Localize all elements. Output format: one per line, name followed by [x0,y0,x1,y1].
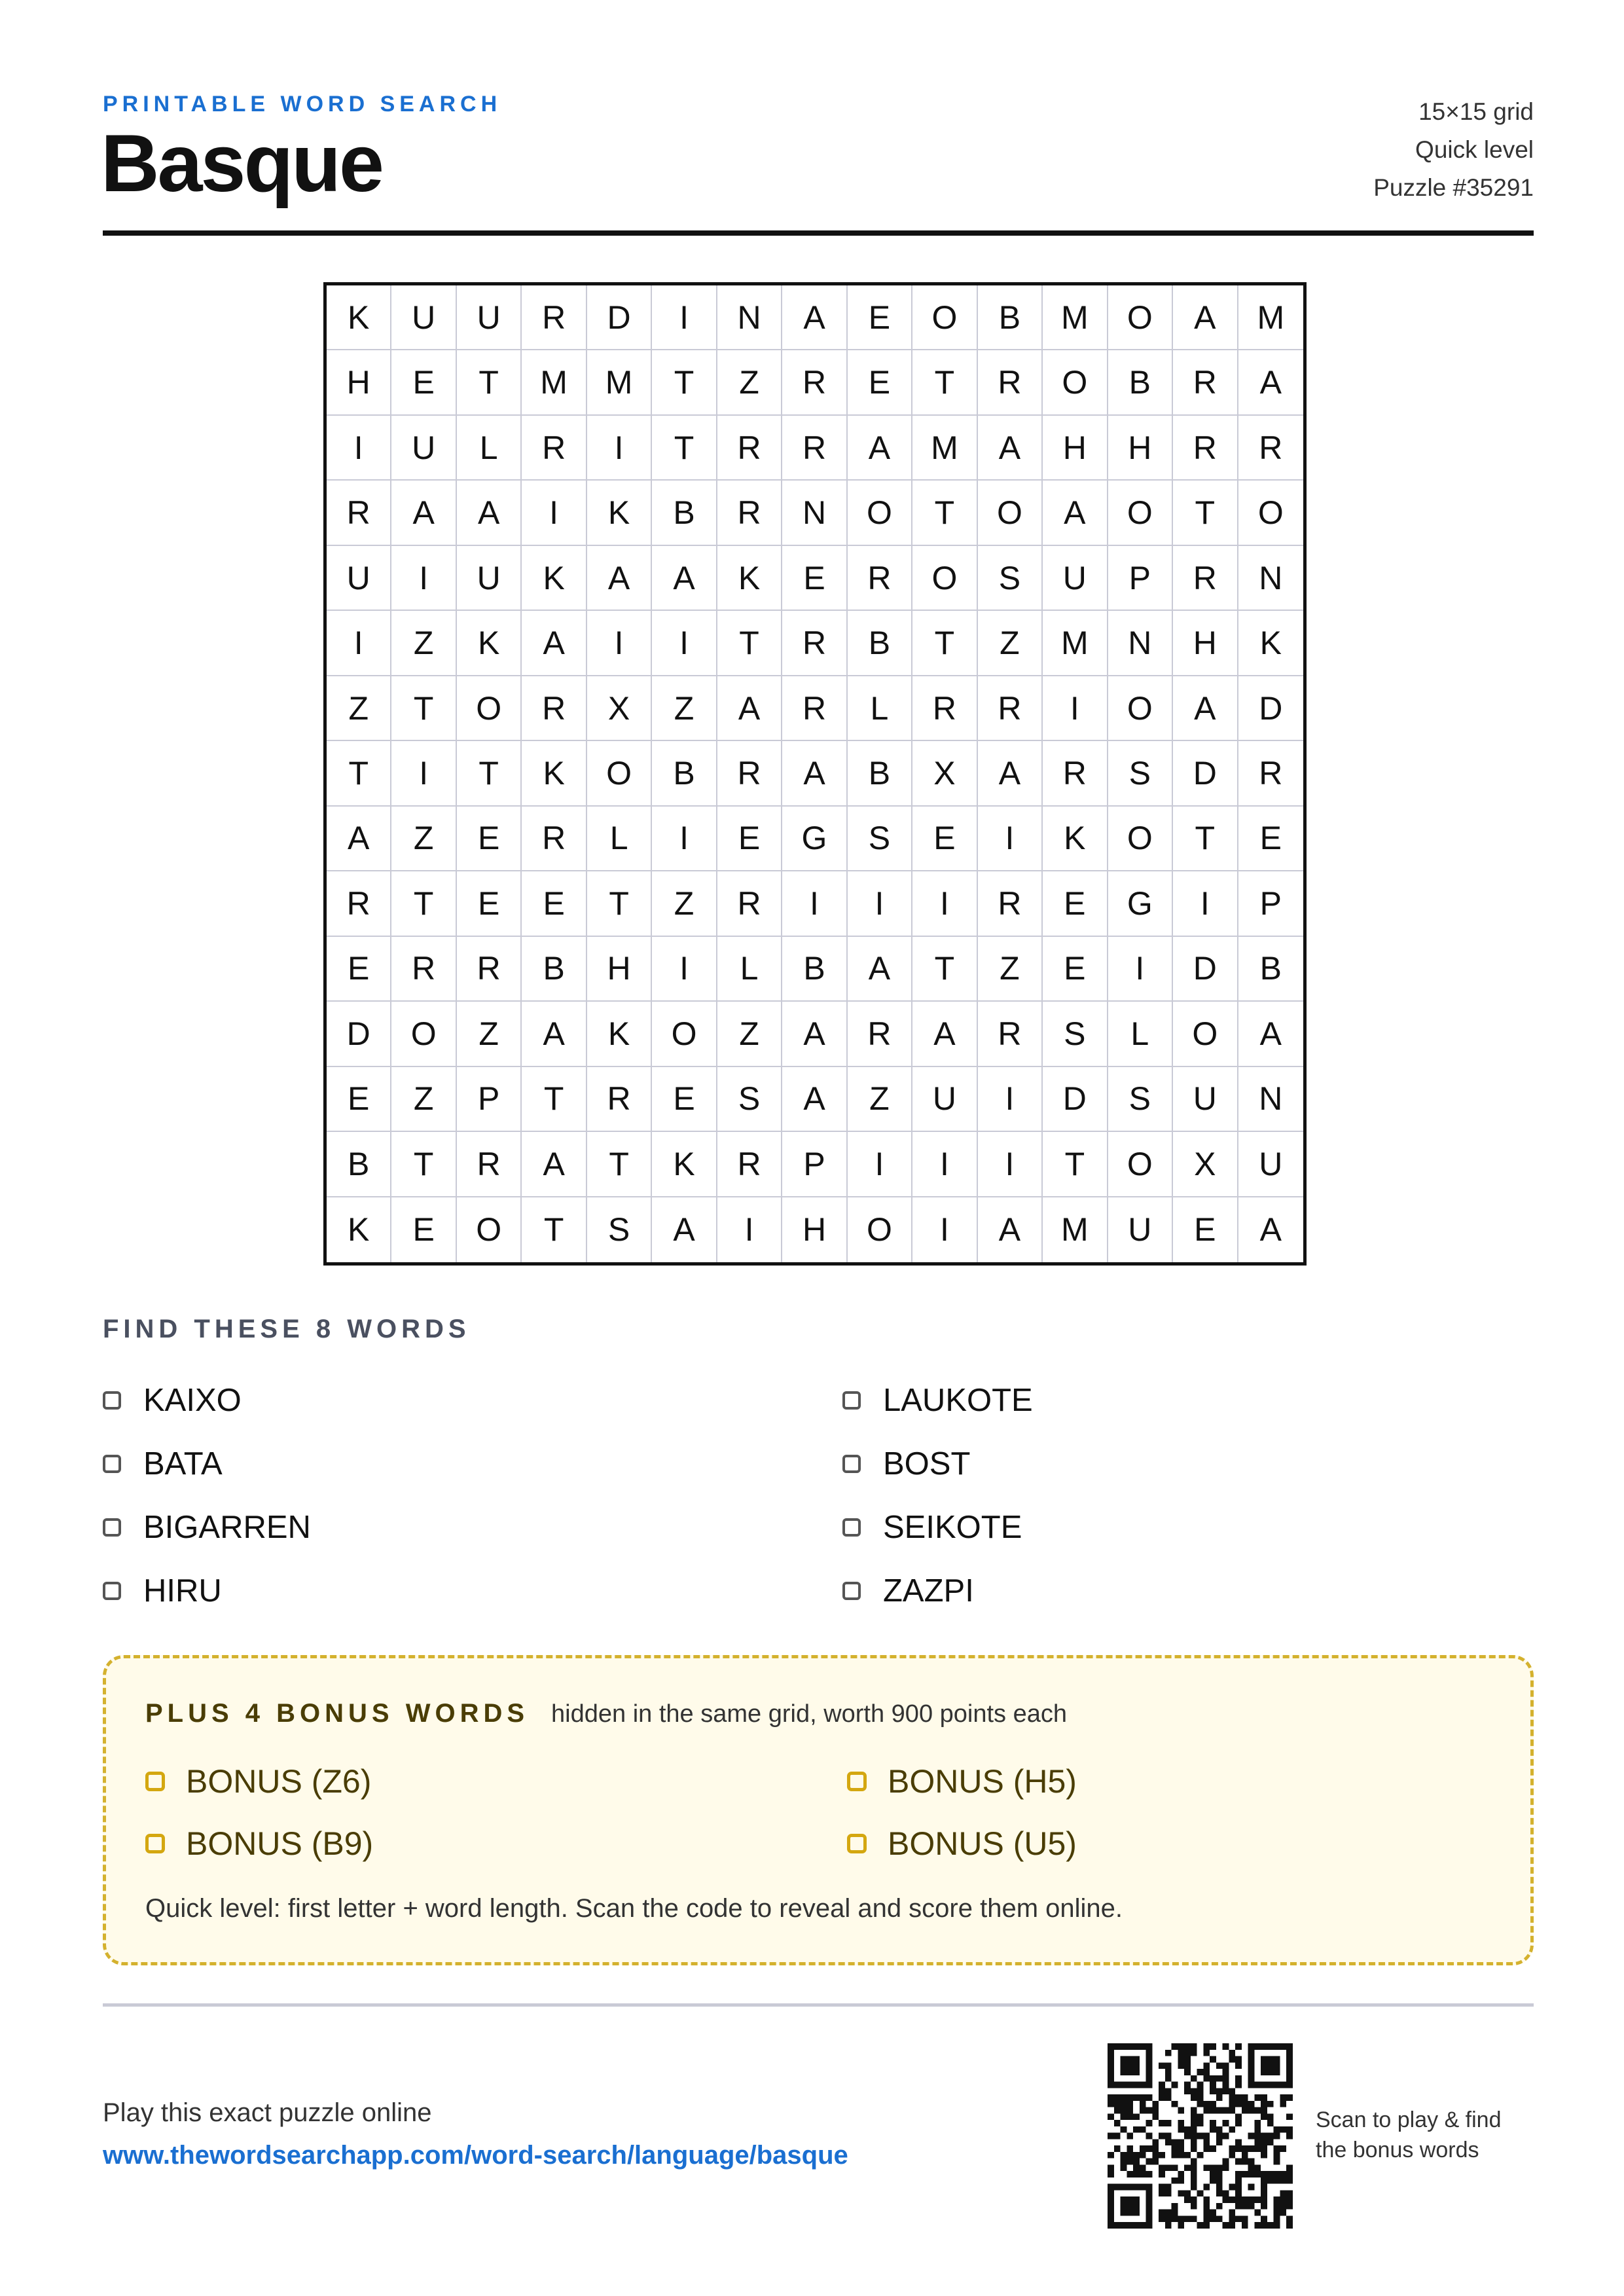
grid-cell[interactable]: B [848,611,912,676]
word-item[interactable] [103,1495,842,1559]
grid-cell[interactable]: R [522,807,586,871]
grid-cell[interactable]: O [978,481,1043,545]
grid-cell[interactable]: E [1043,871,1108,936]
grid-cell[interactable]: T [391,676,456,741]
grid-cell[interactable]: I [848,1132,912,1197]
bonus-checkbox[interactable] [847,1834,867,1853]
grid-cell[interactable]: A [978,741,1043,806]
grid-cell[interactable]: A [652,1197,717,1262]
bonus-heading: PLUS 4 BONUS WORDS [145,1699,530,1728]
grid-cell[interactable]: R [391,937,456,1002]
grid-cell[interactable]: R [912,676,977,741]
grid-cell[interactable]: A [457,481,522,545]
grid-cell[interactable]: D [327,1002,391,1066]
grid-cell[interactable]: Z [391,611,456,676]
grid-cell[interactable]: I [652,611,717,676]
grid-cell[interactable]: B [978,285,1043,350]
puzzle-number: Puzzle #35291 [1373,174,1534,201]
grid-cell[interactable]: U [1173,1067,1238,1132]
word-item[interactable] [842,1559,1534,1622]
grid-cell[interactable]: T [1173,481,1238,545]
grid-cell[interactable]: I [912,1132,977,1197]
grid-cell[interactable]: D [587,285,652,350]
word-label: HIRU [143,1573,222,1609]
grid-cell[interactable]: I [652,285,717,350]
grid-cell[interactable]: R [457,1132,522,1197]
bonus-word-list [145,1750,1498,1874]
word-item[interactable] [842,1432,1534,1495]
grid-cell[interactable]: R [717,416,782,481]
grid-cell[interactable]: K [522,546,586,611]
grid-cell[interactable]: I [652,937,717,1002]
grid-cell[interactable]: N [717,285,782,350]
grid-cell[interactable]: I [327,416,391,481]
word-item[interactable] [103,1432,842,1495]
word-label: BATA [143,1446,223,1482]
grid-cell[interactable]: S [1108,1067,1173,1132]
grid-cell[interactable]: I [912,871,977,936]
grid-cell[interactable]: A [327,807,391,871]
grid-cell[interactable]: U [1108,1197,1173,1262]
grid-cell[interactable]: A [1238,1002,1303,1066]
grid-cell[interactable]: R [327,481,391,545]
bonus-checkbox[interactable] [145,1834,165,1853]
grid-cell[interactable]: U [1043,546,1108,611]
word-label: SEIKOTE [883,1509,1022,1545]
word-checkbox[interactable] [103,1582,121,1600]
eyebrow-label: PRINTABLE WORD SEARCH [103,92,502,117]
grid-cell[interactable]: S [848,807,912,871]
word-checkbox[interactable] [103,1518,121,1537]
grid-cell[interactable]: D [1173,937,1238,1002]
grid-cell[interactable]: R [1173,546,1238,611]
bonus-panel [103,1655,1534,1965]
grid-cell[interactable]: L [457,416,522,481]
grid-cell[interactable]: Z [717,1002,782,1066]
grid-cell[interactable]: I [391,741,456,806]
grid-cell[interactable]: A [1173,285,1238,350]
grid-cell[interactable]: K [522,741,586,806]
grid-cell[interactable]: R [1043,741,1108,806]
grid-cell[interactable]: I [717,1197,782,1262]
grid-cell[interactable]: R [782,350,847,415]
grid-cell[interactable]: A [587,546,652,611]
grid-cell[interactable]: K [1238,611,1303,676]
grid-cell[interactable]: H [782,1197,847,1262]
grid-cell[interactable]: K [652,1132,717,1197]
page-title: Basque [101,118,382,209]
word-item[interactable] [842,1368,1534,1432]
grid-cell[interactable]: A [782,1067,847,1132]
grid-cell[interactable]: T [717,611,782,676]
grid-cell[interactable]: M [1043,285,1108,350]
grid-cell[interactable]: B [327,1132,391,1197]
grid-cell[interactable]: H [1043,416,1108,481]
grid-cell[interactable]: I [391,546,456,611]
grid-cell[interactable]: G [782,807,847,871]
grid-cell[interactable]: O [587,741,652,806]
grid-cell[interactable]: R [717,871,782,936]
grid-cell[interactable]: T [457,741,522,806]
grid-cell[interactable]: R [522,285,586,350]
grid-cell[interactable]: U [912,1067,977,1132]
grid-cell[interactable]: D [1173,741,1238,806]
grid-cell[interactable]: R [848,546,912,611]
grid-cell[interactable]: R [522,676,586,741]
word-checkbox[interactable] [842,1455,861,1473]
grid-cell[interactable]: B [1238,937,1303,1002]
grid-cell[interactable]: I [978,1067,1043,1132]
grid-cell[interactable]: T [1043,1132,1108,1197]
grid-cell[interactable]: S [978,546,1043,611]
play-online-label: Play this exact puzzle online [103,2098,432,2127]
grid-cell[interactable]: N [1238,1067,1303,1132]
grid-cell[interactable]: R [717,1132,782,1197]
grid-cell[interactable]: P [457,1067,522,1132]
grid-cell[interactable]: M [1238,285,1303,350]
bonus-word-item[interactable] [145,1812,847,1874]
grid-cell[interactable]: S [587,1197,652,1262]
grid-cell[interactable]: A [782,285,847,350]
grid-cell[interactable]: R [978,676,1043,741]
grid-cell[interactable]: I [912,1197,977,1262]
qr-caption-line-2: the bonus words [1316,2138,1479,2162]
grid-cell[interactable]: O [1108,807,1173,871]
word-checkbox[interactable] [103,1455,121,1473]
grid-cell[interactable]: E [522,871,586,936]
grid-cell[interactable]: A [652,546,717,611]
grid-cell[interactable]: R [848,1002,912,1066]
grid-cell[interactable]: L [1108,1002,1173,1066]
grid-cell[interactable]: I [652,807,717,871]
grid-cell[interactable]: E [1043,937,1108,1002]
grid-cell[interactable]: B [652,741,717,806]
grid-cell[interactable]: R [782,676,847,741]
grid-cell[interactable]: I [1043,676,1108,741]
grid-cell[interactable]: Z [327,676,391,741]
header-divider [103,230,1534,236]
bonus-checkbox[interactable] [847,1772,867,1791]
grid-cell[interactable]: Z [848,1067,912,1132]
grid-cell[interactable]: E [848,350,912,415]
grid-cell[interactable]: A [1043,481,1108,545]
grid-cell[interactable]: B [652,481,717,545]
grid-cell[interactable]: R [327,871,391,936]
grid-cell[interactable]: I [327,611,391,676]
grid-cell[interactable]: B [1108,350,1173,415]
grid-cell[interactable]: U [391,416,456,481]
grid-cell[interactable]: E [457,807,522,871]
grid-cell[interactable]: A [522,1132,586,1197]
grid-cell[interactable]: T [327,741,391,806]
grid-cell[interactable]: Z [978,937,1043,1002]
word-item[interactable] [103,1559,842,1622]
word-label: LAUKOTE [883,1382,1033,1418]
grid-cell[interactable]: B [782,937,847,1002]
grid-cell[interactable]: Z [457,1002,522,1066]
grid-cell[interactable]: E [848,285,912,350]
footer-divider [103,2003,1534,2007]
grid-cell[interactable]: M [587,350,652,415]
grid-cell[interactable]: K [1043,807,1108,871]
grid-cell[interactable]: M [1043,611,1108,676]
grid-cell[interactable]: A [1173,676,1238,741]
grid-cell[interactable]: A [978,1197,1043,1262]
grid-cell[interactable]: T [391,1132,456,1197]
grid-cell[interactable]: O [1238,481,1303,545]
grid-cell[interactable]: I [782,871,847,936]
grid-cell[interactable]: M [522,350,586,415]
word-label: BOST [883,1446,971,1482]
grid-cell[interactable]: Z [391,807,456,871]
grid-cell[interactable]: I [978,1132,1043,1197]
grid-cell[interactable]: Z [652,871,717,936]
word-item[interactable] [842,1495,1534,1559]
grid-cell[interactable]: K [587,1002,652,1066]
grid-cell[interactable]: R [522,416,586,481]
grid-cell[interactable]: O [912,285,977,350]
grid-cell[interactable]: K [717,546,782,611]
grid-cell[interactable]: N [1108,611,1173,676]
grid-cell[interactable]: O [1108,285,1173,350]
grid-cell[interactable]: O [457,1197,522,1262]
grid-cell[interactable]: L [848,676,912,741]
grid-cell[interactable]: R [1238,416,1303,481]
grid-cell[interactable]: A [391,481,456,545]
grid-cell[interactable]: R [782,611,847,676]
word-item[interactable] [103,1368,842,1432]
grid-cell[interactable]: P [1238,871,1303,936]
grid-cell[interactable]: T [912,481,977,545]
grid-cell[interactable]: H [587,937,652,1002]
grid-cell[interactable]: E [717,807,782,871]
grid-cell[interactable]: T [522,1067,586,1132]
grid-cell[interactable]: O [1108,676,1173,741]
grid-cell[interactable]: K [457,611,522,676]
grid-cell[interactable]: Z [978,611,1043,676]
grid-cell[interactable]: U [327,546,391,611]
grid-cell[interactable]: G [1108,871,1173,936]
bonus-checkbox[interactable] [145,1772,165,1791]
grid-cell[interactable]: D [1043,1067,1108,1132]
grid-cell[interactable]: T [912,350,977,415]
grid-cell[interactable]: R [978,1002,1043,1066]
qr-caption [1316,2105,1502,2165]
bonus-word-label: BONUS (B9) [186,1825,374,1862]
grid-cell[interactable]: R [1173,350,1238,415]
grid-cell[interactable]: O [848,481,912,545]
letter-grid[interactable] [323,282,1307,1266]
grid-cell[interactable]: O [391,1002,456,1066]
grid-cell[interactable]: E [1238,807,1303,871]
grid-cell[interactable]: U [457,285,522,350]
bonus-word-label: BONUS (H5) [888,1762,1077,1800]
grid-cell[interactable]: R [717,481,782,545]
puzzle-url-link[interactable]: www.thewordsearchapp.com/word-search/language/basque [103,2141,848,2170]
grid-cell[interactable]: O [1173,1002,1238,1066]
grid-cell[interactable]: I [522,481,586,545]
grid-cell[interactable]: K [327,1197,391,1262]
bonus-word-item[interactable] [847,1812,1498,1874]
find-words-heading: FIND THESE 8 WORDS [103,1315,471,1343]
grid-size: 15×15 grid [1418,98,1534,125]
grid-cell[interactable]: P [1108,546,1173,611]
grid-cell[interactable]: T [652,350,717,415]
word-checkbox[interactable] [842,1582,861,1600]
grid-cell[interactable]: E [327,1067,391,1132]
word-checkbox[interactable] [103,1391,121,1410]
grid-cell[interactable]: I [978,807,1043,871]
grid-cell[interactable]: S [1043,1002,1108,1066]
grid-cell[interactable]: O [912,546,977,611]
grid-cell[interactable]: H [1173,611,1238,676]
grid-cell[interactable]: A [848,937,912,1002]
grid-cell[interactable]: Z [717,350,782,415]
grid-cell[interactable]: B [522,937,586,1002]
grid-cell[interactable]: I [1173,871,1238,936]
bonus-subtitle: hidden in the same grid, worth 900 points each [551,1700,1067,1728]
grid-cell[interactable]: H [327,350,391,415]
grid-cell[interactable]: A [1259,1211,1282,1248]
grid-cell[interactable]: I [1108,937,1173,1002]
grid-cell[interactable]: I [587,611,652,676]
grid-cell[interactable]: X [587,676,652,741]
grid-cell[interactable]: A [717,676,782,741]
word-label: KAIXO [143,1382,242,1418]
qr-code[interactable] [1108,2043,1293,2229]
grid-cell[interactable]: U [391,285,456,350]
grid-cell[interactable]: R [1238,741,1303,806]
grid-cell[interactable]: O [1108,1132,1173,1197]
grid-cell[interactable]: H [1108,416,1173,481]
qr-caption-line-1: Scan to play & find [1316,2107,1502,2132]
grid-cell[interactable]: A [782,741,847,806]
grid-cell[interactable]: L [587,807,652,871]
bonus-word-label: BONUS (U5) [888,1825,1077,1862]
bonus-word-item[interactable] [145,1750,847,1812]
grid-cell[interactable]: O [848,1197,912,1262]
grid-cell[interactable]: X [912,741,977,806]
grid-cell[interactable]: A [912,1002,977,1066]
grid-cell[interactable]: E [457,871,522,936]
grid-cell[interactable]: T [1173,807,1238,871]
grid-cell[interactable]: R [978,350,1043,415]
word-checkbox[interactable] [842,1391,861,1410]
grid-cell[interactable]: N [1238,546,1303,611]
grid-cell[interactable]: A [782,1002,847,1066]
grid-cell[interactable]: M [1043,1197,1108,1262]
grid-cell[interactable]: A [522,1002,586,1066]
grid-cell[interactable]: K [587,481,652,545]
grid-cell[interactable]: T [912,611,977,676]
grid-cell[interactable]: U [1238,1132,1303,1197]
word-list [103,1368,1534,1622]
grid-cell[interactable]: S [717,1067,782,1132]
bonus-note: Quick level: first letter + word length. Scan the code to reveal and score them online. [145,1894,1123,1923]
grid-cell[interactable]: S [1108,741,1173,806]
grid-cell[interactable]: R [587,1067,652,1132]
grid-cell[interactable]: X [1173,1132,1238,1197]
grid-cell[interactable]: E [327,937,391,1002]
grid-cell[interactable]: D [1238,676,1303,741]
grid-cell[interactable]: E [391,350,456,415]
grid-cell[interactable]: L [717,937,782,1002]
grid-cell[interactable]: O [1108,481,1173,545]
grid-cell[interactable]: A [1238,350,1303,415]
grid-cell[interactable]: I [848,871,912,936]
grid-cell[interactable]: R [978,871,1043,936]
grid-cell[interactable]: N [782,481,847,545]
puzzle-meta [1373,93,1534,207]
grid-cell[interactable]: R [457,937,522,1002]
difficulty-level: Quick level [1415,136,1534,163]
grid-cell[interactable]: E [1173,1197,1238,1262]
word-label: ZAZPI [883,1573,974,1609]
grid-cell[interactable]: T [912,937,977,1002]
grid-cell[interactable]: T [652,416,717,481]
grid-cell[interactable]: R [1173,416,1238,481]
grid-cell[interactable]: E [652,1067,717,1132]
grid-cell[interactable]: I [587,416,652,481]
word-label: BIGARREN [143,1509,311,1545]
grid-cell[interactable]: R [717,741,782,806]
grid-cell[interactable]: K [327,285,391,350]
grid-cell[interactable]: P [782,1132,847,1197]
grid-cell[interactable]: R [782,416,847,481]
grid-cell[interactable]: A [522,611,586,676]
grid-cell[interactable]: O [652,1002,717,1066]
grid-cell[interactable]: E [391,1197,456,1262]
bonus-word-label: BONUS (Z6) [186,1762,372,1800]
bonus-word-item[interactable] [847,1750,1498,1812]
grid-cell[interactable]: E [912,807,977,871]
grid-cell[interactable]: B [848,741,912,806]
grid-cell[interactable]: T [587,1132,652,1197]
grid-cell[interactable]: Z [391,1067,456,1132]
grid-cell[interactable]: A [978,416,1043,481]
grid-cell[interactable]: O [457,676,522,741]
grid-cell[interactable]: T [457,350,522,415]
grid-cell[interactable]: T [522,1197,586,1262]
grid-cell[interactable]: O [1043,350,1108,415]
grid-cell[interactable]: T [391,871,456,936]
grid-cell[interactable]: E [782,546,847,611]
grid-cell[interactable]: U [457,546,522,611]
word-checkbox[interactable] [842,1518,861,1537]
grid-cell[interactable]: M [912,416,977,481]
grid-cell[interactable]: T [587,871,652,936]
grid-cell[interactable]: Z [652,676,717,741]
grid-cell[interactable]: A [848,416,912,481]
